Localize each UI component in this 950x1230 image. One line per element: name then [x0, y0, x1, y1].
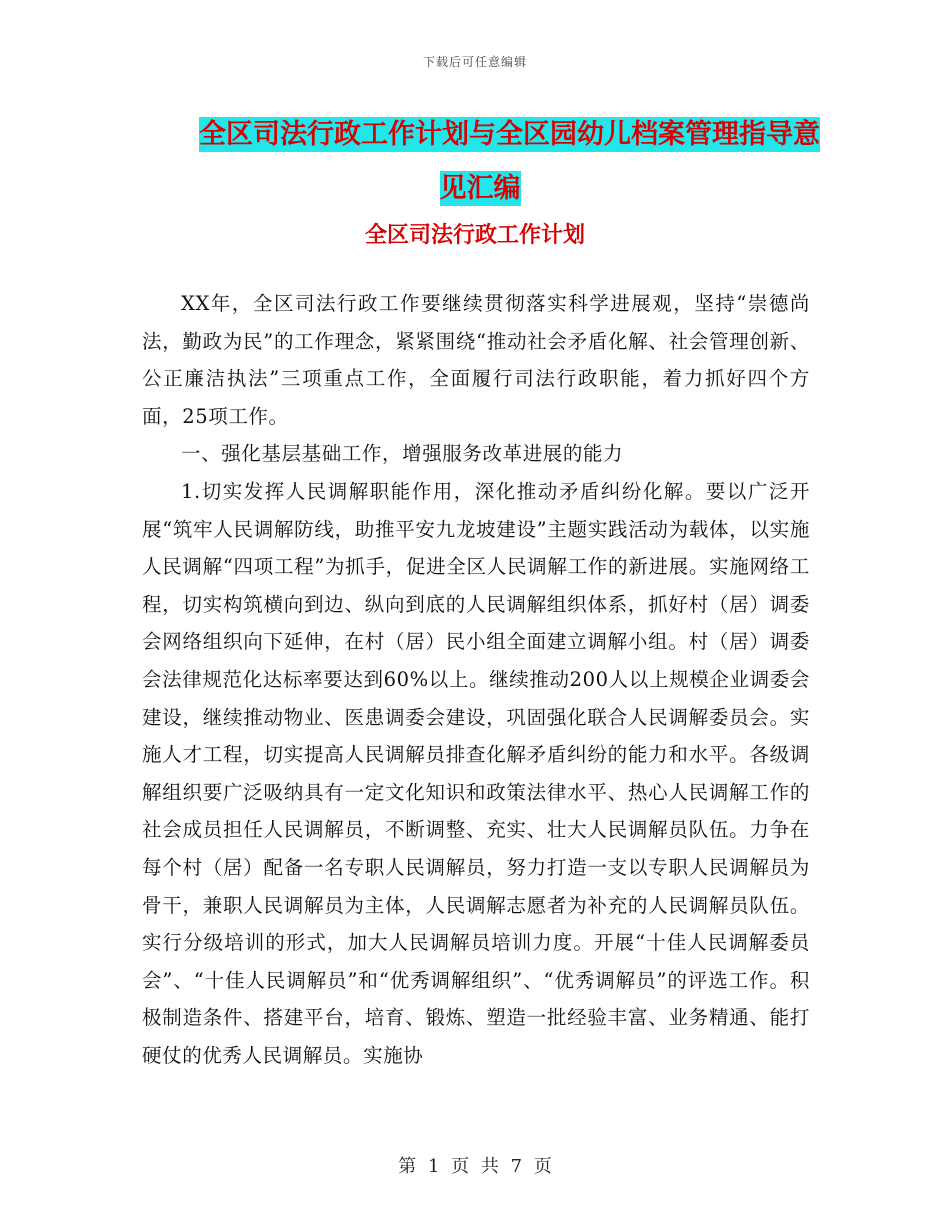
document-body	[142, 285, 810, 1074]
document-title-line-2: 见汇编	[439, 173, 521, 204]
section-title: 全区司法行政工作计划	[364, 222, 585, 248]
page-number: 第 1 页 共 7 页	[398, 1156, 552, 1177]
paragraph-heading-1: 一、强化基层基础工作，增强服务改革进展的能力	[181, 442, 624, 466]
document-title	[140, 108, 820, 216]
document-title-line-1: 全区司法行政工作计划与全区园幼儿档案管理指导意	[199, 119, 820, 150]
page-header-note: 下载后可任意编辑	[422, 55, 527, 69]
paragraph-item-1: 1.切实发挥人民调解职能作用，深化推动矛盾纠纷化解。要以广泛开展“筑牢人民调解防线，助推平安九龙坡建设”主题实践活动为载体，以实施人民调解“四项工程”为抓手，促进全区人民调解工作的新进展。实施网络工程，切实构筑横向到边、纵向到底的人民调解组织体系，抓好村（居）调委会网络组织向下延伸，在村（居）民小组全面建立调解小组。村（居）调委会法律规范化达标率要达到60%以上。继续推动200人以上规模企业调委会建设，继续推动物业、医患调委会建设，巩固强化联合人民调解委员会。实施人才工程，切实提高人民调解员排查化解矛盾纠纷的能力和水平。各级调解组织要广泛吸纳具有一定文化知识和政策法律水平、热心人民调解工作的社会成员担任人民调解员，不断调整、充实、壮大人民调解员队伍。力争在每个村（居）配备一名专职人民调解员，努力打造一支以专职人民调解员为骨干，兼职人民调解员为主体，人民调解志愿者为补充的人民调解员队伍。实行分级培训的形式，加大人民调解员培训力度。开展“十佳人民调解委员会”、“十佳人民调解员”和“优秀调解组织”、“优秀调解员”的评选工作。积极制造条件、搭建平台，培育、锻炼、塑造一批经验丰富、业务精通、能打硬仗的优秀人民调解员。实施协	[142, 479, 810, 1067]
paragraph-intro: XX年，全区司法行政工作要继续贯彻落实科学进展观，坚持“崇德尚法，勤政为民”的工作理念，紧紧围绕“推动社会矛盾化解、社会管理创新、公正廉洁执法”三项重点工作，全面履行司法行政职能，着力抓好四个方面，25项工作。	[142, 292, 810, 428]
